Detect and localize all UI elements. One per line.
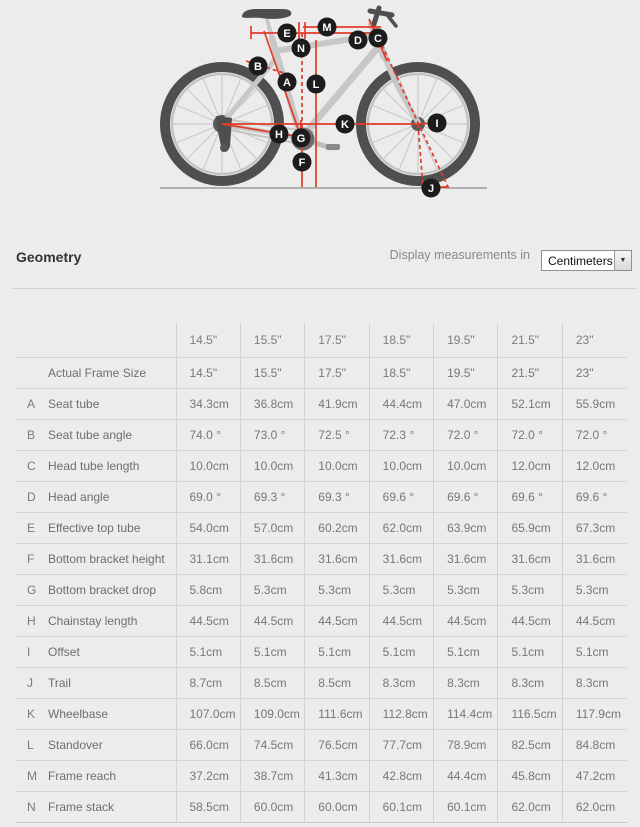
measurement-value-cell: 60.1cm xyxy=(369,791,433,822)
measurement-value-cell: 44.5cm xyxy=(369,605,433,636)
row-letter: D xyxy=(27,489,36,504)
measurement-value-cell: 10.0cm xyxy=(176,450,240,481)
measurement-value-cell: 62.0cm xyxy=(562,791,627,822)
row-letter: A xyxy=(27,396,36,411)
measurement-value-cell: 69.0 ° xyxy=(176,481,240,512)
measurement-value-cell: 19.5" xyxy=(434,357,498,388)
measurement-value-cell: 63.9cm xyxy=(434,512,498,543)
measurement-value-cell: 109.0cm xyxy=(240,698,304,729)
measurement-value-cell: 34.3cm xyxy=(176,388,240,419)
measurement-value-cell: 17.5" xyxy=(305,357,369,388)
chevron-down-icon: ▼ xyxy=(619,257,627,264)
diagram-label-B-text: B xyxy=(254,60,262,73)
measurement-value-cell: 47.0cm xyxy=(434,388,498,419)
measurement-value-cell: 44.4cm xyxy=(369,388,433,419)
table-row xyxy=(16,574,627,605)
measurement-value-cell: 8.7cm xyxy=(176,667,240,698)
display-measurements-label: Display measurements in xyxy=(389,248,530,262)
size-header-cell: 14.5" xyxy=(176,323,240,357)
measurement-value-cell: 60.0cm xyxy=(305,791,369,822)
measurement-value-cell: 69.3 ° xyxy=(305,481,369,512)
diagram-label-J-text: J xyxy=(427,182,435,195)
diagram-label-G-text: G xyxy=(296,132,306,145)
diagram-label-N-text: N xyxy=(297,42,305,55)
measurement-value-cell: 12.0cm xyxy=(498,450,562,481)
header-spacer-cell xyxy=(16,323,176,357)
table-row xyxy=(16,357,627,388)
measurement-value-cell: 60.1cm xyxy=(434,791,498,822)
units-dropdown-value: Centimeters xyxy=(548,253,613,268)
measurement-value-cell: 44.5cm xyxy=(562,605,627,636)
table-row xyxy=(16,667,627,698)
measurement-value-cell: 114.4cm xyxy=(434,698,498,729)
measurement-value-cell: 84.8cm xyxy=(562,729,627,760)
measurement-value-cell: 8.5cm xyxy=(305,667,369,698)
diagram-label-C-text: C xyxy=(374,32,382,45)
measurement-value-cell: 5.3cm xyxy=(434,574,498,605)
table-row xyxy=(16,543,627,574)
measurement-value-cell: 5.1cm xyxy=(498,636,562,667)
measurement-value-cell: 21.5" xyxy=(498,357,562,388)
bike-geometry-diagram xyxy=(0,0,640,220)
measurement-value-cell: 74.5cm xyxy=(240,729,304,760)
measurement-value-cell: 72.3 ° xyxy=(369,419,433,450)
measurement-value-cell: 69.3 ° xyxy=(240,481,304,512)
table-row xyxy=(16,605,627,636)
units-dropdown[interactable] xyxy=(541,250,632,271)
measurement-value-cell: 62.0cm xyxy=(498,791,562,822)
measurement-value-cell: 72.0 ° xyxy=(434,419,498,450)
measurement-value-cell: 8.3cm xyxy=(498,667,562,698)
diagram-label-M-text: M xyxy=(322,21,332,34)
measurement-value-cell: 5.1cm xyxy=(434,636,498,667)
measurement-value-cell: 8.3cm xyxy=(562,667,627,698)
diagram-label-E-text: E xyxy=(283,27,291,40)
measurement-value-cell: 65.9cm xyxy=(498,512,562,543)
measurement-value-cell: 112.8cm xyxy=(369,698,433,729)
measurement-value-cell: 31.6cm xyxy=(369,543,433,574)
diagram-label-I-text: I xyxy=(435,117,439,130)
measurement-value-cell: 54.0cm xyxy=(176,512,240,543)
measurement-label-cell: N Frame stack xyxy=(16,791,176,822)
measurement-value-cell: 5.1cm xyxy=(369,636,433,667)
measurement-value-cell: 42.8cm xyxy=(369,760,433,791)
measurement-value-cell: 23" xyxy=(562,357,627,388)
size-header-cell: 23" xyxy=(562,323,627,357)
measurement-value-cell: 78.9cm xyxy=(434,729,498,760)
measurement-label-cell: Actual Frame Size xyxy=(16,357,176,388)
measurement-value-cell: 57.0cm xyxy=(240,512,304,543)
row-letter: H xyxy=(27,613,36,628)
table-row xyxy=(16,760,627,791)
measurement-value-cell: 31.6cm xyxy=(498,543,562,574)
measurement-label-cell: C Head tube length xyxy=(16,450,176,481)
row-letter: E xyxy=(27,520,36,535)
measurement-value-cell: 31.1cm xyxy=(176,543,240,574)
measurement-value-cell: 5.3cm xyxy=(498,574,562,605)
measurement-value-cell: 74.0 ° xyxy=(176,419,240,450)
measurement-value-cell: 44.5cm xyxy=(498,605,562,636)
measurement-value-cell: 31.6cm xyxy=(434,543,498,574)
measurement-value-cell: 69.6 ° xyxy=(369,481,433,512)
measurement-value-cell: 116.5cm xyxy=(498,698,562,729)
page-title: Geometry xyxy=(16,249,82,265)
measurement-value-cell: 8.3cm xyxy=(434,667,498,698)
measurement-value-cell: 69.6 ° xyxy=(498,481,562,512)
measurement-value-cell: 69.6 ° xyxy=(434,481,498,512)
measurement-value-cell: 62.0cm xyxy=(369,512,433,543)
measurement-value-cell: 18.5" xyxy=(369,357,433,388)
measurement-value-cell: 5.8cm xyxy=(176,574,240,605)
measurement-value-cell: 8.3cm xyxy=(369,667,433,698)
saddle xyxy=(242,9,291,19)
measurement-label-cell: J Trail xyxy=(16,667,176,698)
measurement-label-cell: M Frame reach xyxy=(16,760,176,791)
diagram-label-K-text: K xyxy=(341,118,349,131)
measurement-value-cell: 45.8cm xyxy=(498,760,562,791)
measurement-label-cell: K Wheelbase xyxy=(16,698,176,729)
measurement-value-cell: 12.0cm xyxy=(562,450,627,481)
measurement-value-cell: 72.5 ° xyxy=(305,419,369,450)
measurement-value-cell: 76.5cm xyxy=(305,729,369,760)
diagram-label-D-text: D xyxy=(354,34,362,47)
size-header-cell: 21.5" xyxy=(498,323,562,357)
measurement-value-cell: 107.0cm xyxy=(176,698,240,729)
measurement-value-cell: 44.5cm xyxy=(176,605,240,636)
table-row xyxy=(16,512,627,543)
measurement-value-cell: 73.0 ° xyxy=(240,419,304,450)
size-header-row xyxy=(16,323,627,357)
measurement-value-cell: 66.0cm xyxy=(176,729,240,760)
table-row xyxy=(16,450,627,481)
measurement-value-cell: 72.0 ° xyxy=(562,419,627,450)
measurement-value-cell: 10.0cm xyxy=(369,450,433,481)
measurement-value-cell: 5.3cm xyxy=(562,574,627,605)
measurement-label-cell: D Head angle xyxy=(16,481,176,512)
measurement-value-cell: 60.2cm xyxy=(305,512,369,543)
measurement-value-cell: 37.2cm xyxy=(176,760,240,791)
measurement-value-cell: 77.7cm xyxy=(369,729,433,760)
size-header-cell: 17.5" xyxy=(305,323,369,357)
row-letter: B xyxy=(27,427,36,442)
measurement-label-cell: A Seat tube xyxy=(16,388,176,419)
measurement-value-cell: 10.0cm xyxy=(240,450,304,481)
measurement-value-cell: 38.7cm xyxy=(240,760,304,791)
measurement-value-cell: 60.0cm xyxy=(240,791,304,822)
units-dropdown-button[interactable] xyxy=(614,251,631,270)
measurement-value-cell: 14.5" xyxy=(176,357,240,388)
row-letter: N xyxy=(27,799,36,814)
measurement-value-cell: 10.0cm xyxy=(434,450,498,481)
measurement-value-cell: 44.5cm xyxy=(305,605,369,636)
measurement-value-cell: 44.5cm xyxy=(434,605,498,636)
measurement-label-cell: E Effective top tube xyxy=(16,512,176,543)
measurement-value-cell: 41.3cm xyxy=(305,760,369,791)
measurement-value-cell: 5.3cm xyxy=(369,574,433,605)
table-row xyxy=(16,791,627,822)
measurement-label-cell: F Bottom bracket height xyxy=(16,543,176,574)
measurement-value-cell: 44.5cm xyxy=(240,605,304,636)
measurement-value-cell: 5.1cm xyxy=(562,636,627,667)
measurement-value-cell: 72.0 ° xyxy=(498,419,562,450)
diagram-label-L-text: L xyxy=(312,78,320,91)
measurement-label-cell: B Seat tube angle xyxy=(16,419,176,450)
row-letter: F xyxy=(27,551,35,566)
geometry-table xyxy=(16,323,627,823)
table-row xyxy=(16,698,627,729)
measurement-value-cell: 31.6cm xyxy=(305,543,369,574)
diagram-label-F-text: F xyxy=(298,156,306,169)
diagram-label-H-text: H xyxy=(275,128,283,141)
table-row xyxy=(16,388,627,419)
pedal xyxy=(326,144,340,150)
measurement-value-cell: 44.4cm xyxy=(434,760,498,791)
table-row xyxy=(16,729,627,760)
row-letter: G xyxy=(27,582,37,597)
measurement-value-cell: 5.3cm xyxy=(240,574,304,605)
measurement-label-cell: I Offset xyxy=(16,636,176,667)
measurement-value-cell: 47.2cm xyxy=(562,760,627,791)
row-letter: M xyxy=(27,768,37,783)
measurement-value-cell: 8.5cm xyxy=(240,667,304,698)
measurement-value-cell: 67.3cm xyxy=(562,512,627,543)
measurement-value-cell: 31.6cm xyxy=(240,543,304,574)
measurement-value-cell: 5.1cm xyxy=(240,636,304,667)
measurement-value-cell: 5.3cm xyxy=(305,574,369,605)
section-divider xyxy=(12,288,637,289)
measurement-value-cell: 10.0cm xyxy=(305,450,369,481)
table-row xyxy=(16,481,627,512)
measurement-label-cell: L Standover xyxy=(16,729,176,760)
size-header-cell: 19.5" xyxy=(434,323,498,357)
measurement-value-cell: 5.1cm xyxy=(176,636,240,667)
measurement-value-cell: 52.1cm xyxy=(498,388,562,419)
size-header-cell: 18.5" xyxy=(369,323,433,357)
row-letter: J xyxy=(27,675,33,690)
diagram-label-A-text: A xyxy=(283,76,291,89)
measurement-label-cell: H Chainstay length xyxy=(16,605,176,636)
size-header-cell: 15.5" xyxy=(240,323,304,357)
measurement-value-cell: 117.9cm xyxy=(562,698,627,729)
measurement-value-cell: 41.9cm xyxy=(305,388,369,419)
measurement-value-cell: 5.1cm xyxy=(305,636,369,667)
measurement-label-cell: G Bottom bracket drop xyxy=(16,574,176,605)
measurement-value-cell: 58.5cm xyxy=(176,791,240,822)
row-letter: I xyxy=(27,644,31,659)
measurement-value-cell: 111.6cm xyxy=(305,698,369,729)
measurement-value-cell: 15.5" xyxy=(240,357,304,388)
row-letter: L xyxy=(27,737,34,752)
measurement-value-cell: 69.6 ° xyxy=(562,481,627,512)
row-letter: C xyxy=(27,458,36,473)
table-row xyxy=(16,419,627,450)
measurement-value-cell: 31.6cm xyxy=(562,543,627,574)
measurement-value-cell: 36.8cm xyxy=(240,388,304,419)
measurement-value-cell: 82.5cm xyxy=(498,729,562,760)
table-row xyxy=(16,636,627,667)
measurement-value-cell: 55.9cm xyxy=(562,388,627,419)
row-letter: K xyxy=(27,706,36,721)
